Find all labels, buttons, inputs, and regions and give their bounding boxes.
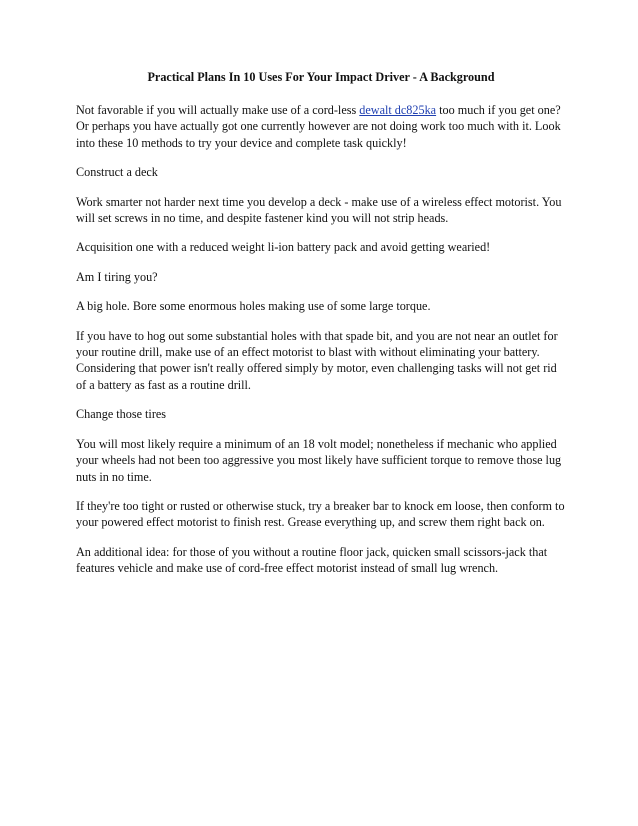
intro-text-before-link: Not favorable if you will actually make use of a cord-less: [76, 103, 360, 117]
dewalt-link[interactable]: dewalt dc825ka: [359, 103, 437, 117]
paragraph-tiring: Am I tiring you?: [76, 269, 158, 284]
intro-text-after-link: too much if you get one? Or perhaps you have actually got one currently however are not doing work too much with it. Look into these 10 methods to try your device and complete task quickly!: [76, 103, 561, 150]
paragraph-deck: Work smarter not harder next time you develop a deck - make use of a wireless effect motorist. You will set screws in no time, and despite fastener kind you will not strip heads.: [76, 194, 562, 226]
paragraph-spade-bit: If you have to hog out some substantial holes with that spade bit, and you are not near an outlet for your routine drill, make use of an effect motorist to blast with without eliminating your battery. Considering that power isn't really offered simply by motor, even challenging tasks will not get rid of a battery as fast as a routine drill.: [76, 328, 558, 392]
section-heading-tires: Change those tires: [76, 407, 167, 422]
intro-paragraph: [76, 102, 566, 151]
paragraph-scissors-jack: An additional idea: for those of you without a routine floor jack, quicken small scissors-jack that features vehicle and make use of cord-free effect motorist instead of small lug wrench.: [76, 544, 548, 576]
paragraph-volt-model: You will most likely require a minimum of an 18 volt model; nonetheless if mechanic who applied your wheels had not been too aggressive you most likely have sufficient torque to remove those lug nuts in no time.: [76, 436, 562, 484]
paragraph-breaker-bar: If they're too tight or rusted or otherwise stuck, try a breaker bar to knock em loose, then conform to your powered effect motorist to finish rest. Grease everything up, and screw them right back on.: [76, 498, 565, 530]
section-heading-deck: Construct a deck: [76, 165, 158, 180]
document-title: Practical Plans In 10 Uses For Your Impact Driver - A Background: [147, 70, 495, 84]
paragraph-big-hole: A big hole. Bore some enormous holes making use of some large torque.: [76, 299, 431, 314]
paragraph-battery: Acquisition one with a reduced weight li-ion battery pack and avoid getting wearied!: [76, 240, 491, 255]
